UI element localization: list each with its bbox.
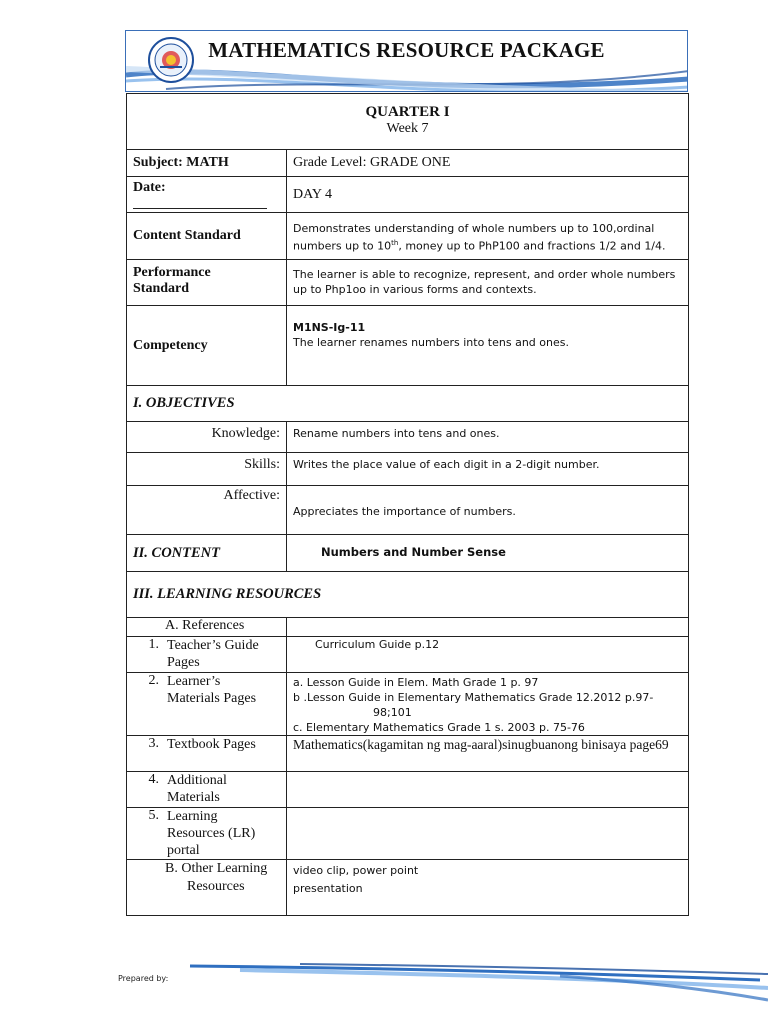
item-number: 1. xyxy=(148,637,159,652)
additional-materials-label: Additional Materials xyxy=(167,773,227,805)
lesson-plan-table xyxy=(126,93,689,916)
teachers-guide-label: Teacher’s Guide Pages xyxy=(167,638,259,670)
objectives-heading: I. OBJECTIVES xyxy=(133,395,235,411)
textbook-row xyxy=(127,736,689,772)
skills-label: Skills: xyxy=(244,457,280,472)
content-row xyxy=(127,535,689,572)
learners-materials-value-b: b .Lesson Guide in Elementary Mathematics Grade 12.2012 p.97- xyxy=(293,691,654,704)
knowledge-row xyxy=(127,422,689,453)
date-label: Date: xyxy=(133,180,166,195)
knowledge-label: Knowledge: xyxy=(211,426,280,441)
teachers-guide-row xyxy=(127,637,689,673)
other-resources-label-2: Resources xyxy=(187,879,245,894)
content-heading: II. CONTENT xyxy=(133,544,221,561)
lr-portal-row xyxy=(127,808,689,860)
item-number: 2. xyxy=(148,673,159,688)
affective-text: Appreciates the importance of numbers. xyxy=(293,505,516,518)
other-resources-value-2: presentation xyxy=(293,882,363,895)
resources-heading: III. LEARNING RESOURCES xyxy=(133,586,322,602)
competency-label: Competency xyxy=(133,337,208,353)
affective-label: Affective: xyxy=(223,488,280,503)
textbook-value: Mathematics(kagamitan ng mag-aaral)sinugbuanong binisaya page69 xyxy=(293,737,669,752)
additional-materials-row xyxy=(127,772,689,808)
other-resources-label-1: B. Other Learning xyxy=(165,861,268,876)
item-number: 4. xyxy=(148,772,159,787)
grade-level: Grade Level: GRADE ONE xyxy=(293,155,451,170)
item-number: 3. xyxy=(148,736,159,751)
date-row xyxy=(127,177,689,213)
footer-swoosh-decoration xyxy=(0,958,768,1008)
item-number: 5. xyxy=(148,808,159,823)
content-standard-label: Content Standard xyxy=(133,228,241,243)
performance-label-1: Performance xyxy=(133,265,211,280)
content-text: Numbers and Number Sense xyxy=(321,545,506,559)
references-label: A. References xyxy=(165,618,245,633)
objectives-heading-row xyxy=(127,386,689,422)
learners-materials-label: Learner’s Materials Pages xyxy=(167,674,257,706)
competency-text: The learner renames numbers into tens and ones. xyxy=(293,336,569,349)
resources-heading-row xyxy=(127,572,689,618)
week-label: Week 7 xyxy=(386,121,429,136)
content-standard-row xyxy=(127,213,689,260)
learners-materials-row xyxy=(127,673,689,736)
learners-materials-value-a: a. Lesson Guide in Elem. Math Grade 1 p. 97 xyxy=(293,676,539,689)
skills-row xyxy=(127,453,689,486)
prepared-by-label: Prepared by: xyxy=(118,974,169,983)
teachers-guide-value: Curriculum Guide p.12 xyxy=(315,638,440,651)
quarter-title: QUARTER I xyxy=(365,104,450,120)
knowledge-text: Rename numbers into tens and ones. xyxy=(293,427,500,440)
page-title: MATHEMATICS RESOURCE PACKAGE xyxy=(208,38,605,62)
subject-row xyxy=(127,150,689,177)
affective-row xyxy=(127,486,689,535)
quarter-row xyxy=(127,94,689,150)
competency-code: M1NS-Ig-11 xyxy=(293,321,366,334)
textbook-label: Textbook Pages xyxy=(167,737,256,752)
day-label: DAY 4 xyxy=(293,187,333,202)
performance-standard-text: The learner is able to recognize, represent, and order whole numbers up to Php1oo in various forms and contexts. xyxy=(293,268,676,296)
other-resources-value-1: video clip, power point xyxy=(293,864,419,877)
header-banner xyxy=(125,30,688,92)
learners-materials-value-c: c. Elementary Mathematics Grade 1 s. 2003 p. 75-76 xyxy=(293,721,585,734)
lr-portal-label: Learning Resources (LR) portal xyxy=(167,809,256,858)
subject-label: Subject: MATH xyxy=(133,155,229,170)
other-resources-row xyxy=(127,860,689,916)
performance-standard-row xyxy=(127,260,689,306)
content-standard-text: Demonstrates understanding of whole numbers up to 100,ordinal numbers up to 10th, money up to PhP100 and fractions 1/2 and 1/4. xyxy=(293,222,666,253)
date-underline xyxy=(133,208,267,209)
skills-text: Writes the place value of each digit in a 2-digit number. xyxy=(293,458,600,471)
learners-materials-value-b-cont: 98;101 xyxy=(373,706,412,719)
performance-label-2: Standard xyxy=(133,281,190,296)
competency-row xyxy=(127,306,689,386)
references-row xyxy=(127,618,689,637)
